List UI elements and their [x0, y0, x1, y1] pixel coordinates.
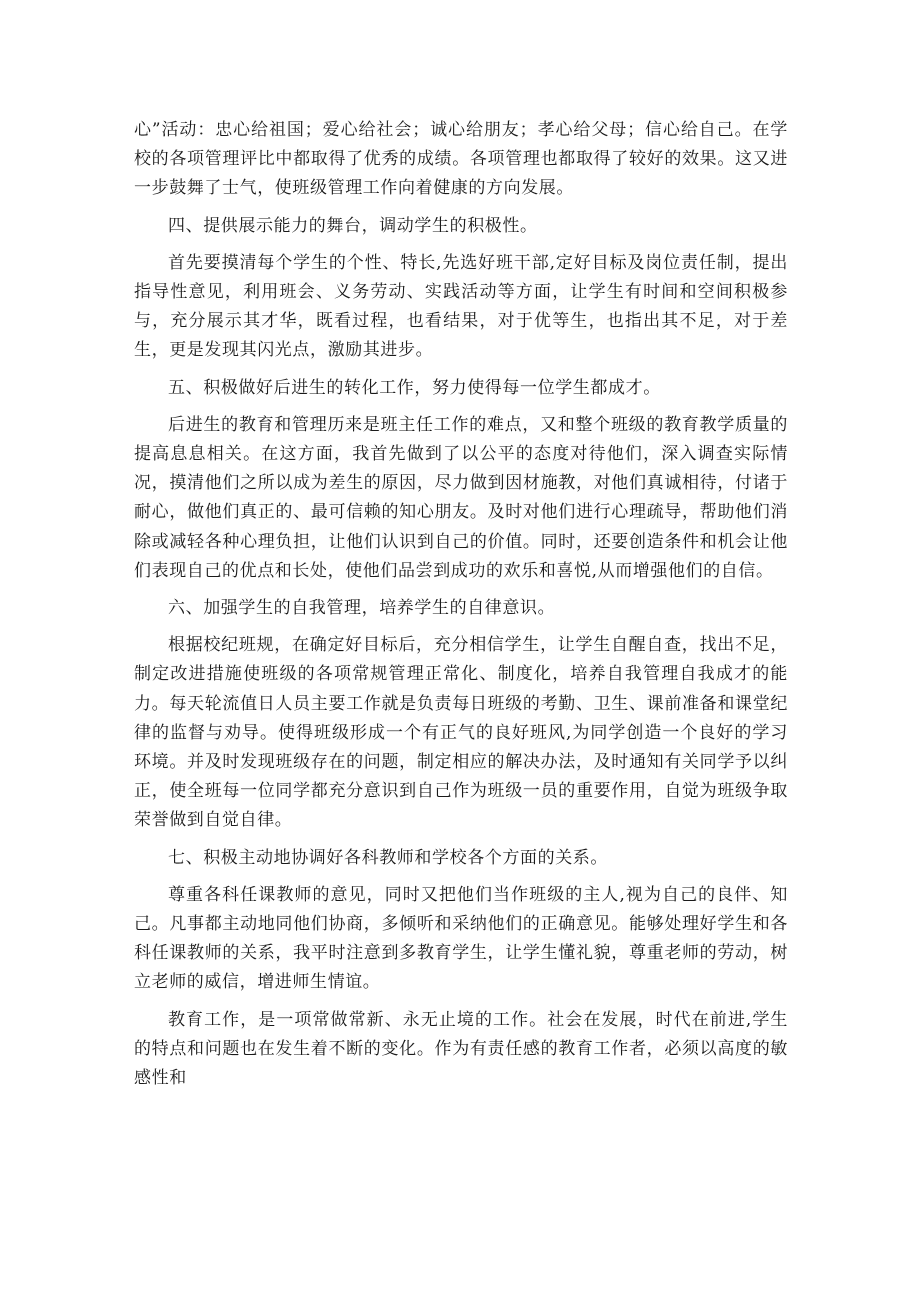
paragraph-section-4: 首先要摸清每个学生的个性、特长,先选好班干部,定好目标及岗位责任制，提出指导性意见，利用班会、义务劳动、实践活动等方面，让学生有时间和空间积极参与，充分展示其才华，既看过程，也看结果，对于优等生，也指出其不足，对于差生，更是发现其闪光点，激励其进步。: [134, 252, 788, 361]
paragraph-section-5: 后进生的教育和管理历来是班主任工作的难点，又和整个班级的教育教学质量的提高息息相关。在这方面，我首先做到了以公平的态度对待他们，深入调查实际情况，摸清他们之所以成为差生的原因，尽力做到因材施教，对他们真诚相待，付诸于耐心，做他们真正的、最可信赖的知心朋友。及时对他们进行心理疏导，帮助他们消除或减轻各种心理负担，让他们认识到自己的价值。同时，还要创造条件和机会让他们表现自己的优点和长处，使他们品尝到成功的欢乐和喜悦,从而增强他们的自信。: [134, 414, 788, 581]
section-heading-7: 七、积极主动地协调好各科教师和学校各个方面的关系。: [168, 847, 608, 868]
section-heading-4: 四、提供展示能力的舞台，调动学生的积极性。: [168, 215, 538, 236]
section-heading-5: 五、积极做好后进生的转化工作，努力使得每一位学生都成才。: [168, 377, 661, 398]
paragraph-conclusion: 教育工作，是一项常做常新、永无止境的工作。社会在发展，时代在前进,学生的特点和问题也在发生着不断的变化。作为有责任感的教育工作者，必须以高度的敏感性和: [134, 1009, 788, 1089]
section-heading-6: 六、加强学生的自我管理，培养学生的自律意识。: [168, 598, 556, 619]
document-page: [134, 116, 788, 1093]
paragraph-section-7: 尊重各科任课教师的意见，同时又把他们当作班级的主人,视为自己的良伴、知己。凡事都主动地同他们协商，多倾听和采纳他们的正确意见。能够处理好学生和各科任课教师的关系，我平时注意到多教育学生，让学生懂礼貌，尊重老师的劳动，树立老师的威信，增进师生情谊。: [134, 884, 788, 993]
paragraph-intro-continued: 心”活动：忠心给祖国；爱心给社会；诚心给朋友；孝心给父母；信心给自己。在学校的各项管理评比中都取得了优秀的成绩。各项管理也都取得了较好的效果。这又进一步鼓舞了士气，使班级管理工作向着健康的方向发展。: [134, 120, 788, 199]
paragraph-section-6: 根据校纪班规，在确定好目标后，充分相信学生，让学生自醒自查，找出不足，制定改进措施使班级的各项常规管理正常化、制度化，培养自我管理自我成才的能力。每天轮流值日人员主要工作就是负责每日班级的考勤、卫生、课前准备和课堂纪律的监督与劝导。使得班级形成一个有正气的良好班风,为同学创造一个良好的学习环境。并及时发现班级存在的问题，制定相应的解决办法，及时通知有关同学予以纠正，使全班每一位同学都充分意识到自己作为班级一员的重要作用，自觉为班级争取荣誉做到自觉自律。: [134, 635, 788, 831]
